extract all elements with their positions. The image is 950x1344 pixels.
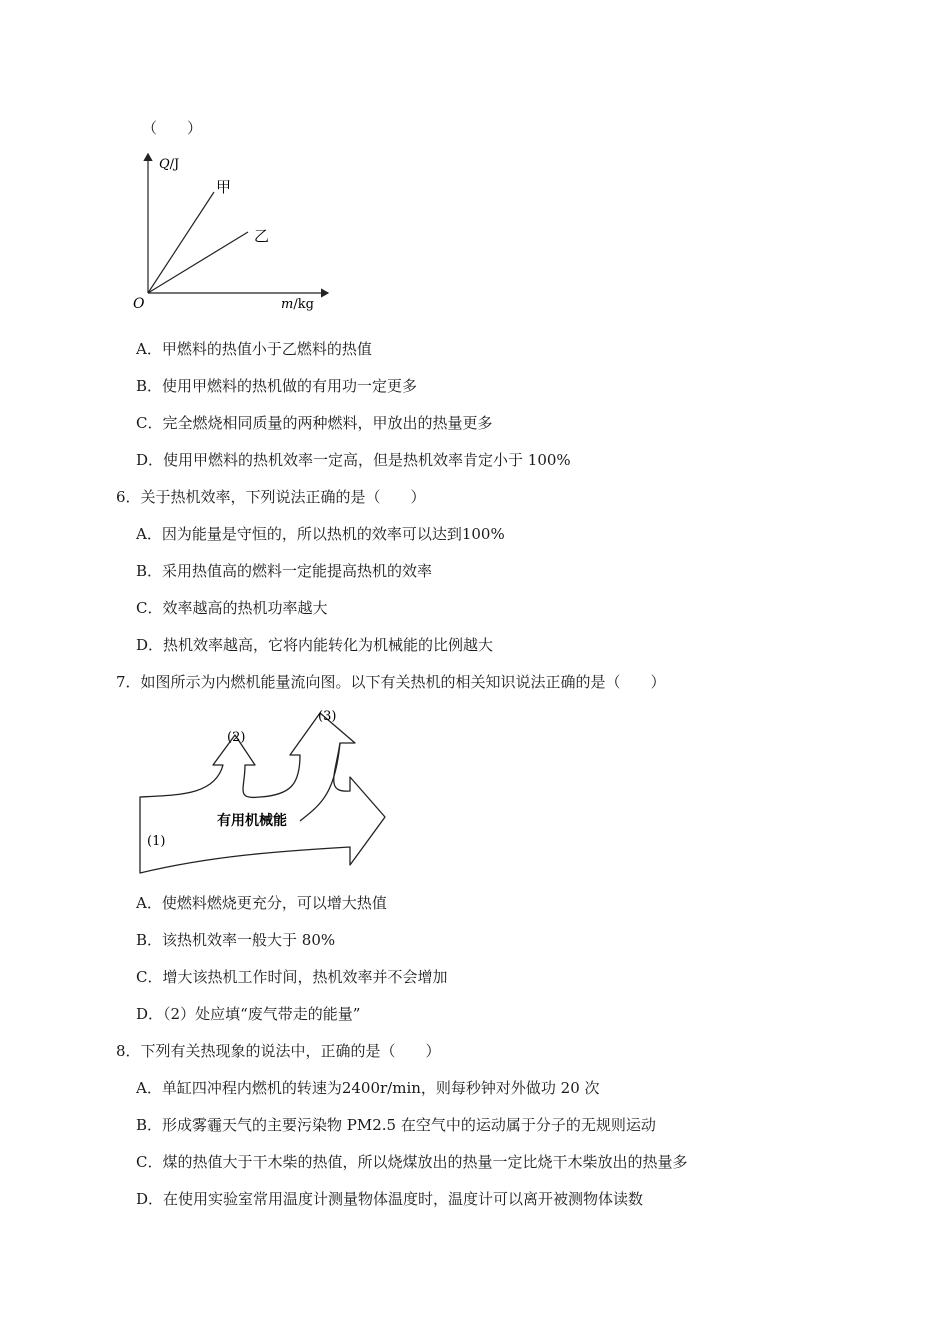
q8-stem: 8．下列有关热现象的说法中，正确的是（ ） (116, 1042, 441, 1060)
q6-stem: 6．关于热机效率，下列说法正确的是（ ） (116, 488, 426, 506)
line-jia (148, 192, 214, 293)
q7-option-a: A．使燃料燃烧更充分，可以增大热值 (136, 894, 387, 912)
label-1: (1) (147, 834, 166, 849)
q8-option-d: D．在使用实验室常用温度计测量物体温度时，温度计可以离开被测物体读数 (136, 1190, 644, 1208)
x-axis-label: m/kg (281, 297, 314, 312)
q6-option-c: C．效率越高的热机功率越大 (136, 599, 328, 617)
q5-option-c: C．完全燃烧相同质量的两种燃料，甲放出的热量更多 (136, 414, 493, 432)
q8-option-b: B．形成雾霾天气的主要污染物 PM2.5 在空气中的运动属于分子的无规则运动 (136, 1116, 656, 1134)
q5-option-b: B．使用甲燃料的热机做的有用功一定更多 (136, 377, 418, 395)
q7-energy-flow-diagram (135, 705, 395, 875)
q7-option-b: B．该热机效率一般大于 80% (136, 931, 336, 949)
q8-option-c: C．煤的热值大于干木柴的热值，所以烧煤放出的热量一定比烧干木柴放出的热量多 (136, 1153, 688, 1171)
line-jia-label: 甲 (216, 178, 232, 196)
line-yi-label: 乙 (254, 227, 270, 245)
q6-option-a: A．因为能量是守恒的，所以热机的效率可以达到100% (136, 525, 505, 543)
q5-option-a: A．甲燃料的热值小于乙燃料的热值 (136, 340, 372, 358)
y-axis-label: Q/J (159, 157, 180, 172)
q5-graph (128, 148, 338, 313)
label-2: (2) (227, 730, 246, 745)
q6-option-b: B．采用热值高的燃料一定能提高热机的效率 (136, 562, 433, 580)
q6-option-d: D．热机效率越高，它将内能转化为机械能的比例越大 (136, 636, 494, 654)
origin-label: O (133, 296, 145, 312)
q8-option-a: A．单缸四冲程内燃机的转速为2400r/min，则每秒钟对外做功 20 次 (136, 1079, 600, 1097)
line-yi (148, 232, 248, 293)
q5-answer-bracket: （ ） (142, 119, 203, 137)
label-useful-mechanical-energy: 有用机械能 (217, 813, 287, 829)
energy-flow-arrow (140, 713, 385, 873)
label-3: (3) (318, 709, 337, 724)
q7-stem: 7．如图所示为内燃机能量流向图。以下有关热机的相关知识说法正确的是（ ） (116, 673, 666, 691)
q5-option-d: D．使用甲燃料的热机效率一定高，但是热机效率肯定小于 100% (136, 451, 571, 469)
q7-option-d: D．（2）处应填“废气带走的能量” (136, 1005, 361, 1023)
q7-option-c: C．增大该热机工作时间，热机效率并不会增加 (136, 968, 448, 986)
